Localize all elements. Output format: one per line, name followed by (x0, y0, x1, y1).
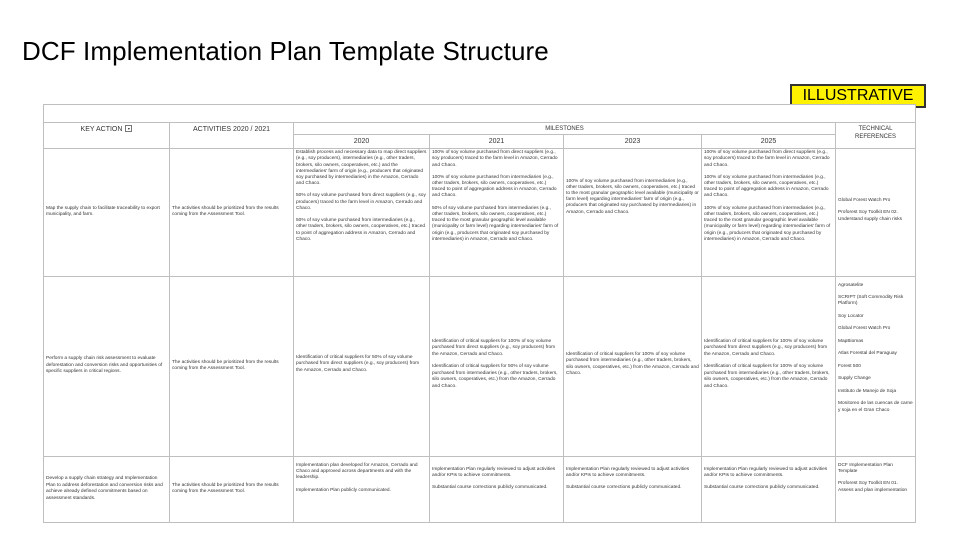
milestone-text: Implementation Plan regularly reviewed to adjust activities and/or KPIs to achieve commitments. (566, 466, 690, 478)
reference-text: Monitoreo de las cuencas de carne y soja en el Gran Chaco (838, 401, 913, 413)
key-action-header-label: KEY ACTION (80, 125, 123, 133)
milestone-text: Identification of critical suppliers for 100% of soy volume purchased from direct suppliers (e.g., soy producers) from the Amazon, Cerrado and Chaco. (432, 338, 556, 357)
milestone-text: Implementation plan developed for Amazon, Cerrado and Chaco and approved across departments and with the leadership. (296, 462, 418, 481)
table-row (44, 148, 916, 276)
milestone-text: Identification of critical suppliers for 50% of soy volume purchased from intermediaries (e.g., other traders, brokers, silo owners, cooperatives, etc.) from the Amazon, Cerrado and Chaco. (432, 364, 558, 389)
milestone-text: Substantial course corrections publicly communicated. (566, 485, 682, 491)
year-header: 2025 (702, 135, 836, 148)
milestone-text: Substantial course corrections publicly communicated. (432, 485, 548, 491)
milestone-2023-cell (564, 276, 702, 456)
filter-dropdown-icon[interactable]: ▾ (125, 125, 132, 132)
milestone-text: 100% of soy volume purchased from direct suppliers (e.g., soy producers) traced to the farm level in Amazon, Cerrado and Chaco. (704, 150, 830, 168)
milestone-text: 100% of soy volume purchased from intermediaries (e.g., other traders, brokers, silo owners, cooperatives, etc.) traced to the most granular geographic level available (municipality or farm level) regarding intermediaries' farm of origin (e.g., producers that originated soy purchased by intermediaries) in Amazon, Cerrado and Chaco. (566, 178, 699, 215)
page-title: DCF Implementation Plan Template Structure (22, 36, 549, 66)
milestone-2020-cell (294, 148, 430, 276)
reference-text: Proforest Soy Toolkit EN 02. Understand supply chain risks (838, 210, 902, 222)
milestone-2025-cell (702, 456, 836, 522)
milestone-text: Implementation Plan regularly reviewed to adjust activities and/or KPIs to achieve commitments. (432, 466, 556, 478)
milestone-text: 100% of soy volume purchased from intermediaries (e.g., other traders, brokers, silo owners, cooperatives, etc.) traced to point of aggregation address in Amazon, Cerrado and Chaco. (432, 174, 557, 199)
activities-header: ACTIVITIES 2020 / 2021 (170, 123, 294, 149)
milestones-header: MILESTONES (294, 123, 836, 135)
risk-profile-banner-row (44, 105, 916, 123)
year-header: 2023 (564, 135, 702, 148)
milestone-2021-cell (430, 456, 564, 522)
references-cell (836, 456, 916, 522)
references-cell (836, 148, 916, 276)
header-row-top (44, 123, 916, 135)
reference-text: DCF Implementation Plan Template (838, 462, 893, 474)
reference-text: Global Forest Watch Pro (838, 326, 891, 332)
reference-text: Agrosatelite (838, 282, 864, 288)
milestone-text: 100% of soy volume purchased from intermediaries (e.g., other traders, brokers, silo owners, cooperatives, etc.) traced to the most granular geographic level available (municipality or farm level) regarding intermediaries' farm of origin (e.g., producers that originated soy purchased by intermediaries) in Amazon, Cerrado and Chaco. (704, 205, 831, 242)
milestone-2023-cell (564, 148, 702, 276)
key-action-header (44, 123, 170, 149)
reference-text: SCRIPT (Soft Commodity Risk Platform) (838, 295, 904, 307)
year-header: 2021 (430, 135, 564, 148)
key-action-cell: Map the supply chain to facilitate traceability to export municipality, and farm. (44, 148, 170, 276)
key-action-cell: Develop a supply chain strategy and Implementation Plan to address deforestation and conversion risks and achieve already defined commitments based on assessment standards. (44, 456, 170, 522)
activities-cell: The activities should be prioritized from the results coming from the Assessment Tool. (170, 456, 294, 522)
reference-text: MapBiomas (838, 338, 864, 344)
activities-cell: The activities should be prioritized from the results coming from the Assessment Tool. (170, 148, 294, 276)
milestone-text: Establish process and necessary data to map direct suppliers (e.g., soy producers), intermediaries (e.g., other traders, brokers, silo owners, cooperatives, etc.) and the intermediaries' farm of origin (e.g., producers that originated soy purchased by intermediaries) in the Amazon, Cerrado and Chaco. (296, 150, 427, 187)
implementation-table (43, 104, 916, 523)
table-row (44, 456, 916, 522)
milestone-text: Implementation Plan publicly communicated. (296, 487, 391, 493)
reference-text: Proforest Soy Toolkit EN 01. Assess and plan implementation (838, 481, 908, 493)
milestone-2025-cell (702, 276, 836, 456)
milestone-text: Identification of critical suppliers for 50% of soy volume purchased from direct suppliers (e.g., soy producers) from the Amazon, Cerrado and Chaco. (296, 354, 420, 373)
references-cell (836, 276, 916, 456)
milestone-text: Implementation Plan regularly reviewed to adjust activities and/or KPIs to achieve commitments. (704, 466, 828, 478)
reference-text: Atlas Forestal del Paraguay (838, 351, 897, 357)
milestone-text: 100% of soy volume purchased from intermediaries (e.g., other traders, brokers, silo owners, cooperatives, etc.) traced to point of aggregation address in Amazon, Cerrado and Chaco. (704, 174, 829, 199)
milestone-text: Identification of critical suppliers for 100% of soy volume purchased from direct suppliers (e.g., soy producers) from the Amazon, Cerrado and Chaco. (704, 338, 828, 357)
milestone-text: Identification of critical suppliers for 100% of soy volume purchased from intermediaries (e.g., other traders, brokers, silo owners, cooperatives, etc.) from the Amazon, Cerrado and Chaco. (704, 364, 830, 389)
technical-references-header: TECHNICAL REFERENCES (836, 123, 916, 149)
milestone-2021-cell (430, 276, 564, 456)
reference-text: Supply Change (838, 376, 871, 382)
table-row (44, 276, 916, 456)
milestone-text: 50% of soy volume purchased from direct suppliers (e.g., soy producers) traced to the farm level in Amazon, Cerrado and Chaco. (296, 193, 426, 211)
year-header: 2020 (294, 135, 430, 148)
reference-text: Instituto de Manejo de Soja (838, 388, 897, 394)
milestone-text: 100% of soy volume purchased from direct suppliers (e.g., soy producers) traced to the farm level in Amazon, Cerrado and Chaco. (432, 150, 558, 168)
key-action-cell: Perform a supply chain risk assessment to evaluate deforestation and conversion risks and opportunities of specific suppliers in critical regions. (44, 276, 170, 456)
activities-cell: The activities should be prioritized from the results coming from the Assessment Tool. (170, 276, 294, 456)
spreadsheet-image (43, 104, 915, 519)
risk-profile-banner: Risk Profile (44, 105, 916, 123)
illustrative-badge: ILLUSTRATIVE (790, 84, 926, 108)
reference-text: Forest 500 (838, 363, 861, 369)
milestone-2023-cell (564, 456, 702, 522)
milestone-2025-cell (702, 148, 836, 276)
milestone-text: Substantial course corrections publicly communicated. (704, 485, 820, 491)
milestone-2020-cell (294, 276, 430, 456)
milestone-2021-cell (430, 148, 564, 276)
milestone-text: 50% of soy volume purchased from intermediaries (e.g., other traders, brokers, silo owners, cooperatives, etc.) traced to the most granular geographic level available (municipality or farm level) regarding intermediaries' farm of origin (e.g., producers that originated soy purchased by intermediaries) in Amazon, Cerrado and Chaco. (432, 205, 559, 242)
reference-text: Soy Locator (838, 313, 864, 319)
milestone-2020-cell (294, 456, 430, 522)
milestone-text: 50% of soy volume purchased from intermediaries (e.g., other traders, brokers, silo owners, cooperatives, etc.) traced to point of aggregation address in Amazon, Cerrado and Chaco. (296, 218, 426, 242)
milestone-text: Identification of critical suppliers for 100% of soy volume purchased from intermediaries (e.g., other traders, brokers, silo owners, cooperatives, etc.) from the Amazon, Cerrado and Chaco. (566, 351, 699, 376)
reference-text: Global Forest Watch Pro (838, 197, 891, 203)
